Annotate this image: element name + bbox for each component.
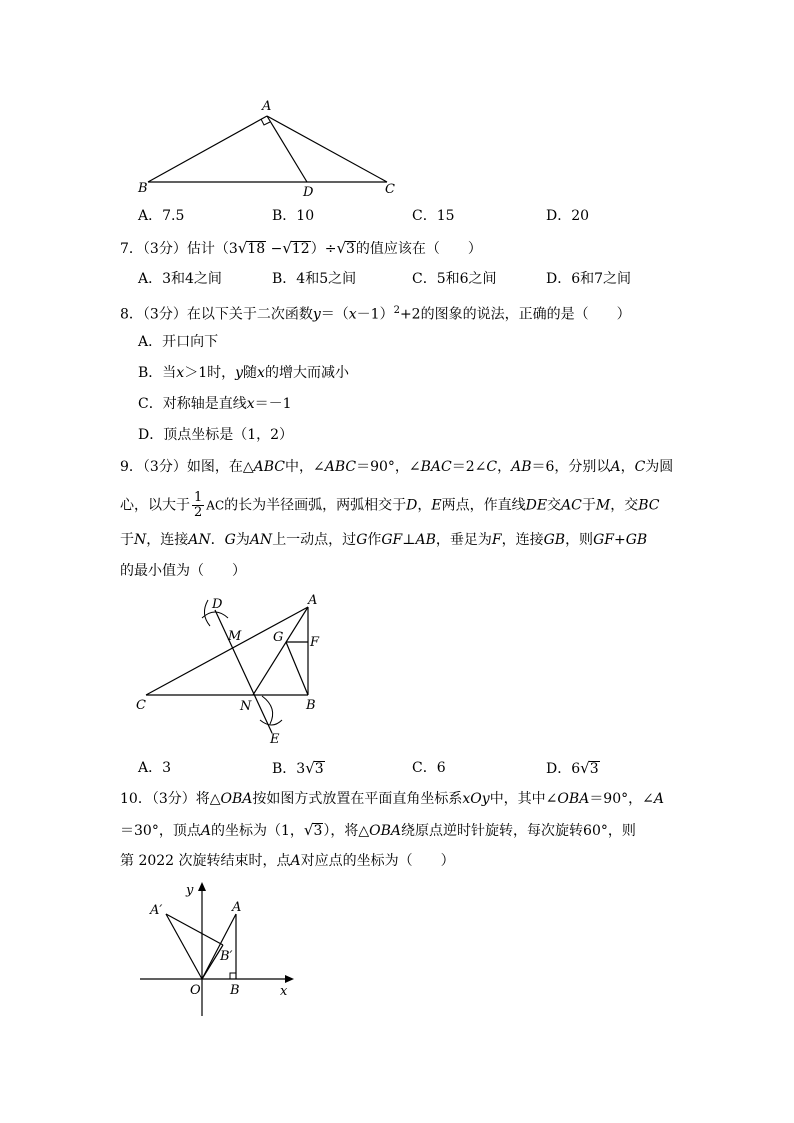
q10-stem-line1: 10．（3分）将△OBA按如图方式放置在平面直角坐标系xOy中，其中∠OBA＝90°，∠A xyxy=(120,791,664,807)
label-o: O xyxy=(190,983,201,998)
q9-stem-line1: 9．（3分）如图，在△ABC中，∠ABC＝90°，∠BAC＝2∠C，AB＝6，分别以A，C为圆 xyxy=(120,459,674,475)
label-x: x xyxy=(280,984,288,999)
q8-option-c[interactable]: C．对称轴是直线x＝－1 xyxy=(138,396,292,412)
q7-option-b[interactable]: B．4和5之间 xyxy=(272,271,357,287)
figure-triangle-abc xyxy=(130,95,410,200)
fraction-one-half: $\frac{1}{2}$ xyxy=(194,490,203,520)
label-b: B xyxy=(230,983,240,998)
label-b: B xyxy=(306,698,316,713)
sqrt-icon: √ xyxy=(237,239,248,257)
label-a: A xyxy=(262,99,272,114)
sqrt-icon: √ xyxy=(336,239,346,257)
label-g: G xyxy=(273,630,284,645)
q6-option-a[interactable]: A．7.5 xyxy=(138,208,185,224)
q9-stem-line4: 的最小值为（ ） xyxy=(120,563,246,579)
sqrt-icon: √ xyxy=(305,759,315,777)
label-e: E xyxy=(270,732,280,747)
label-a: A xyxy=(308,593,318,608)
q8-option-b[interactable]: B．当x＞1时，y随x的增大而减小 xyxy=(138,365,349,381)
label-c: C xyxy=(385,182,395,197)
q7-option-a[interactable]: A．3和4之间 xyxy=(138,271,222,287)
q10-stem-line3: 第 2022 次旋转结束时，点A对应点的坐标为（ ） xyxy=(120,853,455,869)
label-n: N xyxy=(240,699,252,714)
sqrt-icon: √ xyxy=(580,759,590,777)
q9-stem-line3: 于N，连接AN．G为AN上一动点，过G作GF⊥AB，垂足为F，连接GB，则GF+GB xyxy=(120,532,648,548)
q8-option-d[interactable]: D．顶点坐标是（1，2） xyxy=(138,427,294,443)
q9-stem-line2: 心，以大于 $\frac{1}{2}$ AC的长为半径画弧，两弧相交于D，E两点，作直线DE交AC于M，交BC xyxy=(120,490,660,520)
label-b: B xyxy=(138,181,148,196)
label-f: F xyxy=(310,635,320,650)
q8-option-a[interactable]: A．开口向下 xyxy=(138,334,219,350)
label-m: M xyxy=(228,629,242,644)
q6-option-d[interactable]: D．20 xyxy=(546,208,590,224)
label-a-prime: A′ xyxy=(150,903,163,918)
q7-option-c[interactable]: C．5和6之间 xyxy=(412,271,497,287)
q7-stem: 7．（3分）估计（3√18 −√12）÷√3的值应该在（ ） xyxy=(120,239,482,257)
sqrt-icon: √ xyxy=(282,239,292,257)
figure-q10-coordinate xyxy=(130,878,310,1023)
q6-option-c[interactable]: C．15 xyxy=(412,208,455,224)
label-c: C xyxy=(136,698,146,713)
q9-option-d[interactable]: D．6√3 xyxy=(546,759,599,777)
q6-option-b[interactable]: B．10 xyxy=(272,208,315,224)
label-d: D xyxy=(212,597,223,612)
label-a: A xyxy=(232,900,242,915)
label-b-prime: B′ xyxy=(220,949,233,964)
q10-stem-line2: ＝30°，顶点A的坐标为（1，√3），将△OBA绕原点逆时针旋转，每次旋转60°，则 xyxy=(120,821,636,839)
q9-option-c[interactable]: C．6 xyxy=(412,760,446,776)
q9-option-b[interactable]: B．3√3 xyxy=(272,759,324,777)
q9-option-a[interactable]: A．3 xyxy=(138,760,172,776)
q8-stem: 8．（3分）在以下关于二次函数$y=(x-1)^2+2$的图象的说法，正确的是（ ） xyxy=(120,305,631,323)
label-d: D xyxy=(303,185,314,200)
sqrt-icon: √ xyxy=(303,821,314,839)
q7-option-d[interactable]: D．6和7之间 xyxy=(546,271,632,287)
label-y: y xyxy=(186,883,194,898)
figure-q9-construction xyxy=(130,588,330,753)
